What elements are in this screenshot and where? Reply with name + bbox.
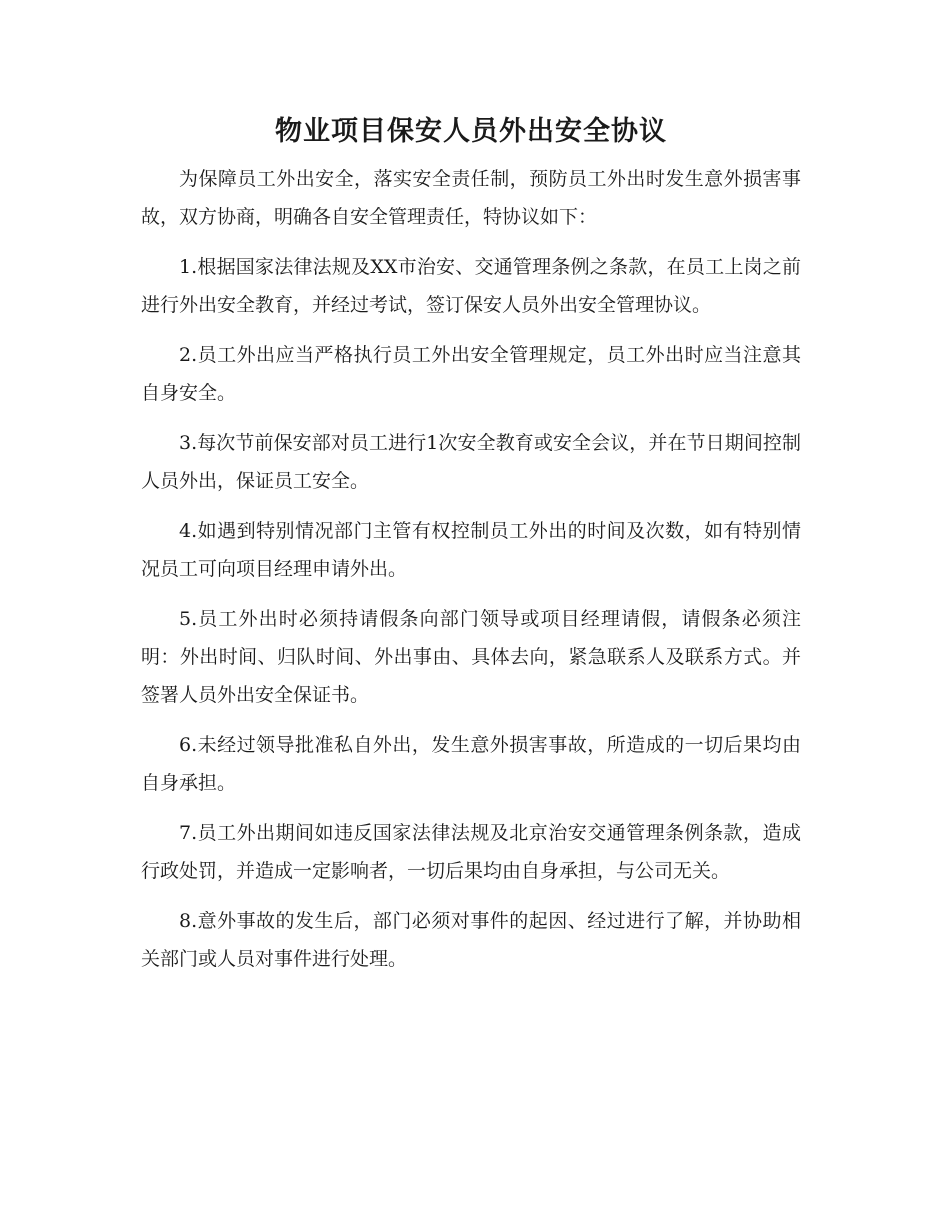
- clause-4: 4.如遇到特别情况部门主管有权控制员工外出的时间及次数，如有特别情况员工可向项目经理申请外出。: [141, 520, 801, 580]
- clause-3: 3.每次节前保安部对员工进行1次安全教育或安全会议，并在节日期间控制人员外出，保证员工安全。: [141, 432, 801, 492]
- document-body: [141, 106, 801, 990]
- clause-1: 1.根据国家法律法规及XX市治安、交通管理条例之条款，在员工上岗之前进行外出安全教育，并经过考试，签订保安人员外出安全管理协议。: [141, 256, 801, 316]
- intro-paragraph: 为保障员工外出安全，落实安全责任制，预防员工外出时发生意外损害事故，双方协商，明确各自安全管理责任，特协议如下：: [141, 168, 801, 228]
- clause-7: 7.员工外出期间如违反国家法律法规及北京治安交通管理条例条款，造成行政处罚，并造成一定影响者，一切后果均由自身承担，与公司无关。: [141, 822, 801, 882]
- clause-6: 6.未经过领导批准私自外出，发生意外损害事故，所造成的一切后果均由自身承担。: [141, 734, 801, 794]
- clause-5: 5.员工外出时必须持请假条向部门领导或项目经理请假，请假条必须注明：外出时间、归队时间、外出事由、具体去向，紧急联系人及联系方式。并签署人员外出安全保证书。: [141, 608, 801, 706]
- clause-2: 2.员工外出应当严格执行员工外出安全管理规定，员工外出时应当注意其自身安全。: [141, 344, 801, 404]
- document-title: 物业项目保安人员外出安全协议: [275, 116, 667, 147]
- clause-8: 8.意外事故的发生后，部门必须对事件的起因、经过进行了解，并协助相关部门或人员对事件进行处理。: [141, 910, 801, 970]
